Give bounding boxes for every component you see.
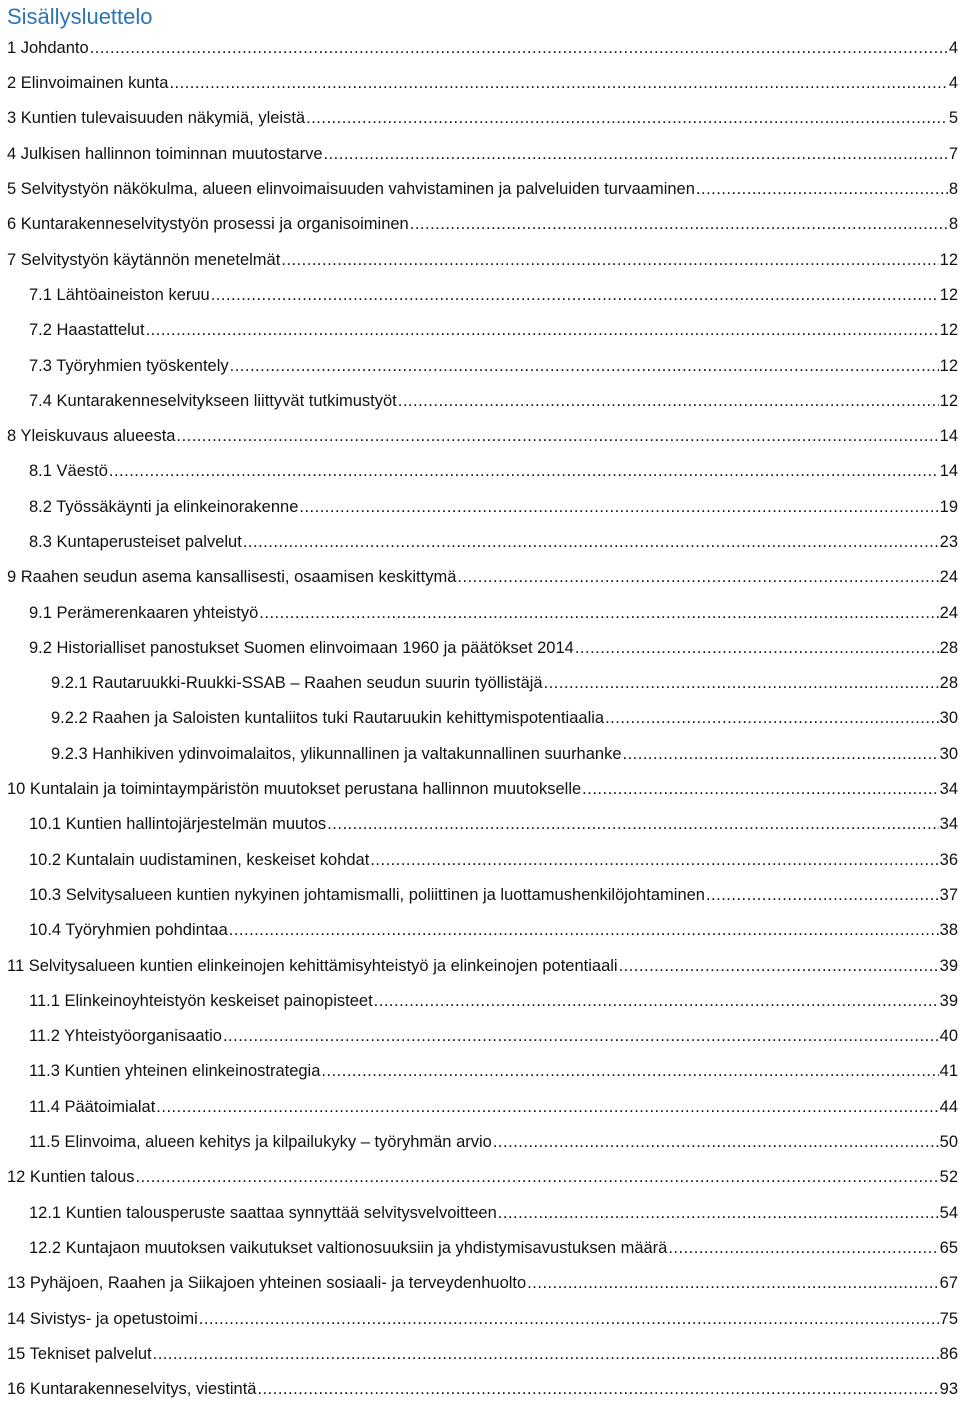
toc-entry-page-number: 8 <box>948 180 958 199</box>
toc-entry[interactable] <box>0 137 960 172</box>
toc-dot-leader <box>176 427 938 446</box>
toc-entry-title: 13 Pyhäjoen, Raahen ja Siikajoen yhteinen sosiaali- ja terveydenhuolto <box>7 1274 527 1293</box>
toc-entry-page-number: 54 <box>939 1203 958 1222</box>
toc-entry-title: 10.1 Kuntien hallintojärjestelmän muutos <box>29 815 327 834</box>
toc-entry[interactable] <box>0 419 960 454</box>
toc-entry-title: 14 Sivistys- ja opetustoimi <box>7 1309 198 1328</box>
toc-dot-leader <box>582 780 938 799</box>
toc-entry-page-number: 12 <box>939 391 958 410</box>
toc-entry-page-number: 38 <box>939 921 958 940</box>
toc-entry[interactable] <box>0 1231 960 1266</box>
toc-dot-leader <box>199 1310 939 1329</box>
toc-entry-title: 10.4 Työryhmien pohdintaa <box>29 921 228 940</box>
toc-entry[interactable] <box>0 948 960 983</box>
toc-entry-title: 15 Tekniset palvelut <box>7 1344 152 1363</box>
toc-entry[interactable] <box>0 595 960 630</box>
toc-entry-page-number: 39 <box>939 991 958 1010</box>
toc-entry[interactable] <box>0 807 960 842</box>
toc-heading: Sisällysluettelo <box>7 4 153 29</box>
toc-entry[interactable] <box>0 1019 960 1054</box>
toc-dot-leader <box>493 1133 939 1152</box>
toc-dot-leader <box>321 1062 938 1081</box>
toc-dot-leader <box>230 357 939 376</box>
toc-entry-title: 9.2.2 Raahen ja Saloisten kuntaliitos tuki Rautaruukin kehittymispotentiaalia <box>51 709 605 728</box>
toc-dot-leader <box>696 180 948 199</box>
toc-entry[interactable] <box>0 525 960 560</box>
toc-entry[interactable] <box>0 1266 960 1301</box>
toc-entry-page-number: 37 <box>939 885 958 904</box>
toc-entry[interactable] <box>0 843 960 878</box>
toc-entry[interactable] <box>0 278 960 313</box>
toc-dot-leader <box>324 145 948 164</box>
toc-entry[interactable] <box>0 737 960 772</box>
toc-entry-page-number: 50 <box>939 1133 958 1152</box>
toc-dot-leader <box>706 886 939 905</box>
toc-entry-title: 7.2 Haastattelut <box>29 321 145 340</box>
toc-entry-title: 11.4 Päätoimialat <box>29 1097 156 1116</box>
toc-entry-page-number: 41 <box>939 1062 958 1081</box>
toc-entry-page-number: 93 <box>939 1380 958 1399</box>
toc-dot-leader <box>398 392 939 411</box>
toc-entry-title: 9.2 Historialliset panostukset Suomen elinvoimaan 1960 ja päätökset 2014 <box>29 638 574 657</box>
toc-entry-page-number: 30 <box>939 709 958 728</box>
toc-entry-page-number: 8 <box>948 215 958 234</box>
toc-dot-leader <box>457 568 938 587</box>
toc-entry[interactable] <box>0 1301 960 1336</box>
toc-dot-leader <box>605 709 939 728</box>
toc-entry-page-number: 23 <box>939 533 958 551</box>
toc-dot-leader <box>498 1204 939 1223</box>
toc-entry-page-number: 14 <box>939 427 958 446</box>
toc-entry-page-number: 40 <box>939 1027 958 1046</box>
toc-entry-page-number: 34 <box>939 780 958 799</box>
toc-dot-leader <box>299 498 938 517</box>
toc-dot-leader <box>374 992 939 1011</box>
toc-dot-leader <box>136 1168 939 1187</box>
toc-entry[interactable] <box>0 207 960 242</box>
toc-entry-page-number: 30 <box>939 744 958 763</box>
toc-entry-page-number: 24 <box>939 603 958 622</box>
toc-entry[interactable] <box>0 31 960 66</box>
toc-entry[interactable] <box>0 1125 960 1160</box>
toc-dot-leader <box>327 815 938 834</box>
toc-dot-leader <box>668 1239 938 1258</box>
toc-dot-leader <box>281 251 938 270</box>
toc-entry-title: 8 Yleiskuvaus alueesta <box>7 427 176 446</box>
toc-entry-page-number: 12 <box>939 321 958 340</box>
toc-entry[interactable] <box>0 1196 960 1231</box>
toc-entry-title: 2 Elinvoimainen kunta <box>7 74 169 93</box>
toc-entry-title: 11.3 Kuntien yhteinen elinkeinostrategia <box>29 1062 321 1081</box>
toc-entry-page-number: 7 <box>948 144 958 163</box>
toc-entry-page-number: 28 <box>939 674 958 693</box>
toc-entry-title: 12.2 Kuntajaon muutoksen vaikutukset valtionosuuksiin ja yhdistymisavustuksen määrä <box>29 1238 668 1257</box>
toc-entry-page-number: 75 <box>939 1309 958 1328</box>
toc-entry-title: 9.1 Perämerenkaaren yhteistyö <box>29 603 259 622</box>
toc-entry[interactable] <box>0 1372 960 1407</box>
toc-entry-title: 9 Raahen seudun asema kansallisesti, osaamisen keskittymä <box>7 568 457 587</box>
toc-dot-leader <box>544 674 939 693</box>
toc-entry-title: 4 Julkisen hallinnon toiminnan muutostarve <box>7 144 323 163</box>
toc-entry-title: 7.3 Työryhmien työskentely <box>29 356 229 375</box>
toc-entry[interactable] <box>0 878 960 913</box>
toc-entry-title: 8.1 Väestö <box>29 462 108 481</box>
toc-entry-page-number: 19 <box>939 497 958 516</box>
toc-dot-leader <box>257 1380 938 1399</box>
toc-dot-leader <box>243 533 939 552</box>
toc-entry-title: 6 Kuntarakenneselvitystyön prosessi ja organisoiminen <box>7 215 409 234</box>
toc-entry-title: 11.1 Elinkeinoyhteistyön keskeiset painopisteet <box>29 991 373 1010</box>
toc-entry[interactable] <box>0 772 960 807</box>
toc-dot-leader <box>259 604 938 623</box>
toc-entry[interactable] <box>0 242 960 277</box>
toc-entry-title: 9.2.3 Hanhikiven ydinvoimalaitos, ylikunnallinen ja valtakunnallinen suurhanke <box>51 744 622 763</box>
toc-entry-title: 10.2 Kuntalain uudistaminen, keskeiset kohdat <box>29 850 370 869</box>
toc-dot-leader <box>619 957 939 976</box>
toc-entry[interactable] <box>0 984 960 1019</box>
toc-entry-title: 8.2 Työssäkäynti ja elinkeinorakenne <box>29 497 299 516</box>
toc-entry-title: 12.1 Kuntien talousperuste saattaa synnyttää selvitysvelvoitteen <box>29 1203 497 1222</box>
toc-entry-title: 7.1 Lähtöaineiston keruu <box>29 285 210 304</box>
toc-entry[interactable] <box>0 631 960 666</box>
toc-entry[interactable] <box>0 172 960 207</box>
toc-dot-leader <box>153 1345 939 1364</box>
toc-dot-leader <box>211 286 939 305</box>
toc-dot-leader <box>229 921 939 940</box>
toc-entry-page-number: 4 <box>948 74 958 93</box>
toc-entry-page-number: 39 <box>939 956 958 975</box>
toc-entry-title: 5 Selvitystyön näkökulma, alueen elinvoimaisuuden vahvistaminen ja palveluiden turvaaminen <box>7 180 695 199</box>
toc-entry[interactable] <box>0 1160 960 1195</box>
toc-entry-page-number: 34 <box>939 815 958 834</box>
toc-entry-title: 11 Selvitysalueen kuntien elinkeinojen kehittämisyhteistyö ja elinkeinojen potentiaali <box>7 956 618 975</box>
toc-entry-page-number: 24 <box>939 568 958 587</box>
toc-entry-page-number: 28 <box>939 638 958 657</box>
toc-dot-leader <box>146 321 939 340</box>
toc-entry-title: 16 Kuntarakenneselvitys, viestintä <box>7 1380 257 1399</box>
toc-entry-page-number: 44 <box>939 1097 958 1116</box>
toc-dot-leader <box>109 462 939 481</box>
toc-dot-leader <box>169 74 947 93</box>
toc-entry-title: 11.5 Elinvoima, alueen kehitys ja kilpailukyky – työryhmän arvio <box>29 1133 492 1152</box>
toc-dot-leader <box>410 215 948 234</box>
toc-dot-leader <box>370 851 938 870</box>
toc-entry-title: 10 Kuntalain ja toimintaympäristön muutokset perustana hallinnon muutokselle <box>7 780 582 799</box>
toc-entry[interactable] <box>0 1337 960 1372</box>
toc-entry-page-number: 5 <box>948 109 958 128</box>
toc-entry-page-number: 4 <box>948 39 958 57</box>
toc-entry-page-number: 12 <box>939 356 958 375</box>
toc-entry-title: 9.2.1 Rautaruukki-Ruukki-SSAB – Raahen seudun suurin työllistäjä <box>51 674 543 693</box>
toc-entry-title: 11.2 Yhteistyöorganisaatio <box>29 1027 222 1046</box>
toc-entry[interactable] <box>0 66 960 101</box>
toc-entry[interactable] <box>0 313 960 348</box>
toc-dot-leader <box>527 1274 938 1293</box>
toc-entry-page-number: 12 <box>939 250 958 269</box>
toc-dot-leader <box>575 639 939 658</box>
toc-dot-leader <box>90 39 948 58</box>
toc-entry-title: 8.3 Kuntaperusteiset palvelut <box>29 533 242 551</box>
toc-entry-title: 3 Kuntien tulevaisuuden näkymiä, yleistä <box>7 109 306 128</box>
toc-entry[interactable] <box>0 348 960 383</box>
toc-entry[interactable] <box>0 701 960 736</box>
toc-entry-title: 7.4 Kuntarakenneselvitykseen liittyvät tutkimustyöt <box>29 391 397 410</box>
toc-entry[interactable] <box>0 101 960 136</box>
toc-entry-title: 1 Johdanto <box>7 39 89 57</box>
toc-entry-title: 7 Selvitystyön käytännön menetelmät <box>7 250 281 269</box>
toc-entry-page-number: 14 <box>939 462 958 481</box>
toc-entry[interactable] <box>0 1090 960 1125</box>
toc-entry-page-number: 52 <box>939 1168 958 1187</box>
toc-dot-leader <box>223 1027 939 1046</box>
toc-dot-leader <box>156 1098 938 1117</box>
toc-dot-leader <box>306 109 948 128</box>
toc-entry[interactable] <box>0 1054 960 1089</box>
toc-dot-leader <box>623 745 939 764</box>
toc-entry[interactable] <box>0 560 960 595</box>
toc-entry-page-number: 86 <box>939 1344 958 1363</box>
toc-entry-page-number: 67 <box>939 1274 958 1293</box>
toc-entry-page-number: 36 <box>939 850 958 869</box>
toc-entry-page-number: 65 <box>939 1238 958 1257</box>
toc-entry[interactable] <box>0 454 960 489</box>
table-of-contents <box>0 31 960 1407</box>
toc-entry[interactable] <box>0 913 960 948</box>
toc-entry-page-number: 12 <box>939 285 958 304</box>
toc-entry[interactable] <box>0 666 960 701</box>
toc-entry[interactable] <box>0 490 960 525</box>
toc-entry-title: 10.3 Selvitysalueen kuntien nykyinen johtamismalli, poliittinen ja luottamushenkilöjohtaminen <box>29 885 705 904</box>
toc-entry[interactable] <box>0 384 960 419</box>
toc-entry-title: 12 Kuntien talous <box>7 1168 135 1187</box>
